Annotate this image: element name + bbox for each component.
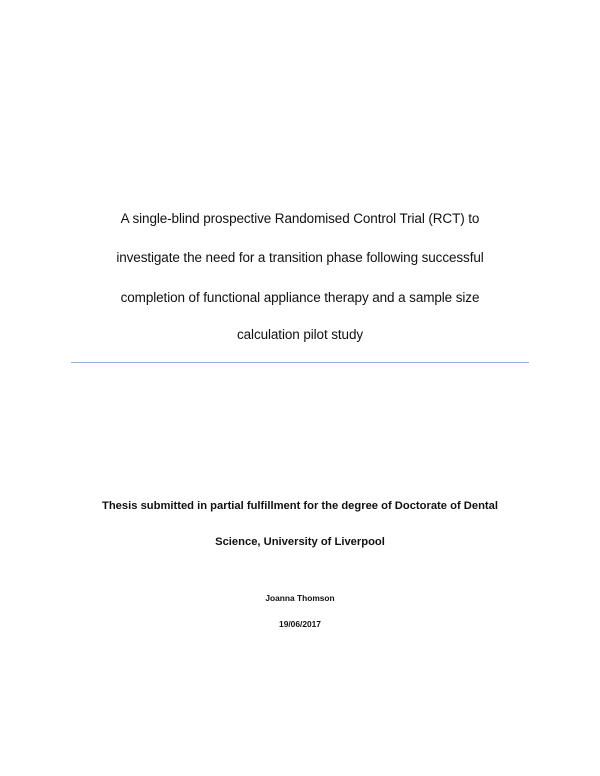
thesis-title-line-3: completion of functional appliance therapy and a sample size: [120, 290, 480, 305]
title-divider: [71, 362, 529, 363]
thesis-title-line-1: A single-blind prospective Randomised Control Trial (RCT) to: [120, 211, 480, 226]
submission-date: 19/06/2017: [279, 619, 321, 629]
thesis-title-line-4: calculation pilot study: [236, 327, 364, 342]
submission-statement-line-2: Science, University of Liverpool: [215, 536, 385, 548]
thesis-title-line-2: investigate the need for a transition phase following successful: [116, 250, 484, 265]
author-name: Joanna Thomson: [265, 593, 335, 603]
submission-statement-line-1: Thesis submitted in partial fulfillment for the degree of Doctorate of Dental: [102, 500, 498, 512]
